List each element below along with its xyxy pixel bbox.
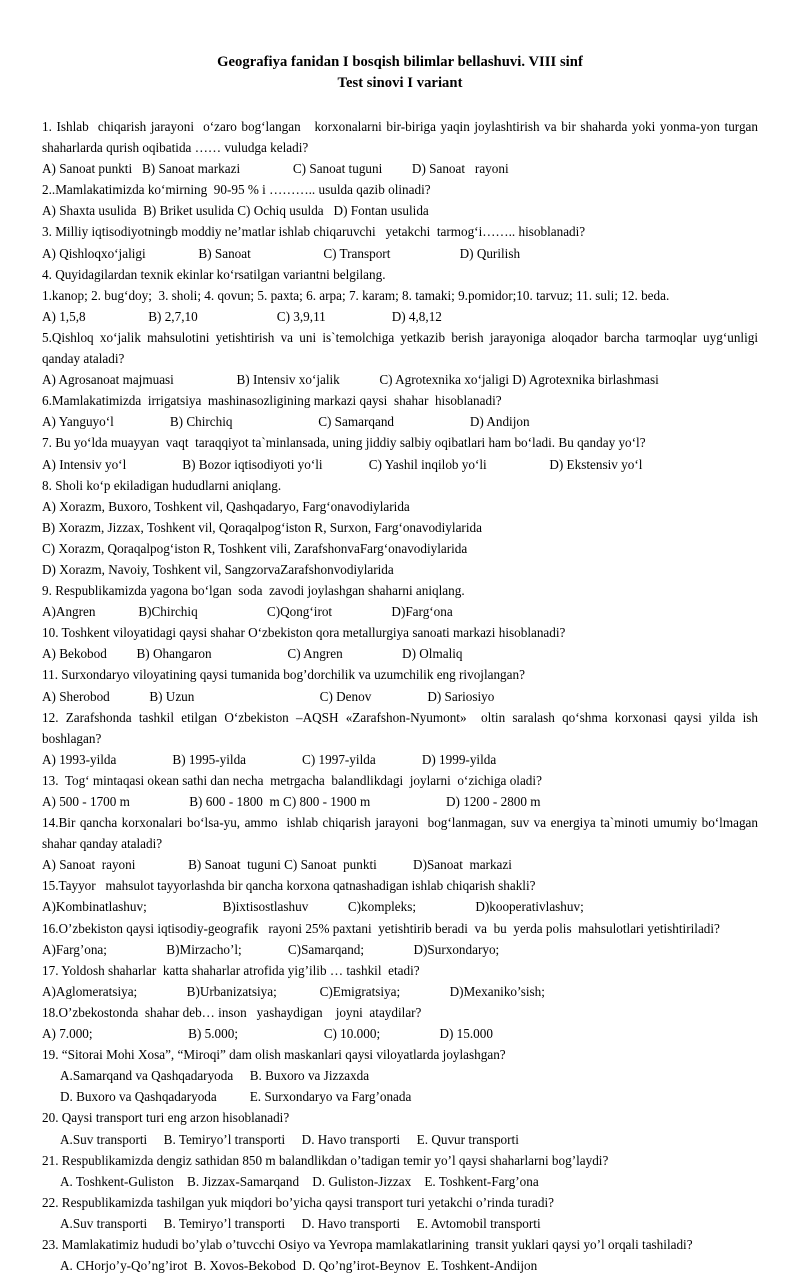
question-8-option-d: D) Xorazm, Navoiy, Toshkent vil, SangzorvaZarafshonvodiylarida [42, 561, 394, 577]
question-21-stem: 21. Respublikamizda dengiz sathidan 850 m balandlikdan o’tadigan temir yo’l qaysi shaharlarni bog’laydi? [42, 1152, 609, 1168]
question-14-stem: 14.Bir qancha korxonalari bo‘lsa-yu, ammo ishlab chiqarish jarayoni bog‘lanmagan, suv va energiya ta`minoti umumiy bo‘lmagan shahar qanday ataladi? [42, 815, 762, 852]
question-18-options: A) 7.000; B) 5.000; C) 10.000; D) 15.000 [42, 1026, 493, 1042]
question-16-stem: 16.O’zbekiston qaysi iqtisodiy-geografik rayoni 25% paxtani yetishtirib beradi va bu yerda polis mahsulotlari yetishtiriladi? [42, 920, 720, 936]
question-19-options-row-1: A.Samarqand va Qashqadaryoda B. Buxoro va Jizzaxda [60, 1068, 370, 1084]
question-4-stem: 4. Quyidagilardan texnik ekinlar ko‘rsatilgan variantni belgilang. [42, 266, 386, 282]
question-12-stem: 12. Zarafshonda tashkil etilgan O‘zbekiston –AQSH «Zarafshon-Nyumont» oltin saralash qo‘shma korxonasi qaysi yilda ish boshlagan? [42, 709, 762, 746]
question-5-stem: 5.Qishloq xo‘jalik mahsulotini yetishtirish va uni is`temolchiga yetkazib berish jarayoniga aloqador barcha tarmoqlar uyg‘unligi qanday ataladi? [42, 329, 762, 367]
question-14-options: A) Sanoat rayoni B) Sanoat tuguni C) Sanoat punkti D)Sanoat markazi [42, 857, 512, 873]
question-12-options: A) 1993-yilda B) 1995-yilda C) 1997-yilda D) 1999-yilda [42, 751, 497, 767]
title-line-1: Geografiya fanidan I bosqish bilimlar bellashuvi. VIII sinf [217, 54, 583, 70]
question-20-stem: 20. Qaysi transport turi eng arzon hisoblanadi? [42, 1110, 290, 1126]
question-3-options: A) Qishloqxo‘jaligi B) Sanoat C) Transport D) Qurilish [42, 245, 521, 261]
question-23-stem: 23. Mamlakatimiz hududi bo’ylab o’tuvcchi Osiyo va Yevropa mamlakatlarining transit yuklari qaysi yo’l orqali tashiladi? [42, 1236, 693, 1252]
question-1-stem: 1. Ishlab chiqarish jarayoni o‘zaro bog‘langan korxonalarni bir-biriga yaqin joylashtirish va bir shaharda yoki yonma-yon turgan shaharlarda qurish oqibatida …… vuludga keladi? [42, 119, 762, 156]
question-8-stem: 8. Sholi ko‘p ekiladigan hududlarni aniqlang. [42, 477, 282, 493]
question-22-options: A.Suv transporti B. Temiryo’l transporti D. Havo transporti E. Avtomobil transporti [60, 1215, 541, 1231]
question-5-options: A) Agrosanoat majmuasi B) Intensiv xo‘jalik C) Agrotexnika xo‘jaligi D) Agrotexnika birlashmasi [42, 372, 659, 388]
question-2-options: A) Shaxta usulida B) Briket usulida C) Ochiq usulda D) Fontan usulida [42, 203, 429, 219]
document-title [42, 52, 758, 94]
question-9-options: A)Angren B)Chirchiq C)Qong‘irot D)Farg‘ona [42, 604, 453, 620]
question-15-stem: 15.Tayyor mahsulot tayyorlashda bir qancha korxona qatnashadigan ishlab chiqarish shakli? [42, 878, 536, 894]
question-18-stem: 18.O’zbekostonda shahar deb… inson yashaydigan joyni ataydilar? [42, 1004, 422, 1020]
title-line-2: Test sinovi I variant [337, 75, 463, 91]
question-13-stem: 13. Tog‘ mintaqasi okean sathi dan necha metrgacha balandlikdagi joylarni o‘zichiga oladi? [42, 772, 542, 788]
question-1-options: A) Sanoat punkti B) Sanoat markazi C) Sanoat tuguni D) Sanoat rayoni [42, 161, 509, 177]
question-7-options: A) Intensiv yo‘l B) Bozor iqtisodiyoti yo‘li C) Yashil inqilob yo‘li D) Ekstensiv yo‘l [42, 456, 643, 472]
question-22-stem: 22. Respublikamizda tashilgan yuk miqdori bo’yicha qaysi transport turi yetakchi o’rinda turadi? [42, 1194, 554, 1210]
question-6-options: A) Yanguyo‘l B) Chirchiq C) Samarqand D) Andijon [42, 414, 530, 430]
question-11-options: A) Sherobod B) Uzun C) Denov D) Sariosiyo [42, 688, 495, 704]
question-8-option-b: B) Xorazm, Jizzax, Toshkent vil, Qoraqalpog‘iston R, Surxon, Farg‘onavodiylarida [42, 519, 482, 535]
question-23-options: A. CHorjo’y-Qo’ng’irot B. Xovos-Bekobod D. Qo’ng’irot-Beynov E. Toshkent-Andijon [60, 1258, 538, 1274]
question-7-stem: 7. Bu yo‘lda muayyan vaqt taraqqiyot ta`minlansada, uning jiddiy salbiy oqibatlari ham bo‘ladi. Bu qanday yo‘l? [42, 435, 646, 451]
question-9-stem: 9. Respublikamizda yagona bo‘lgan soda zavodi joylashgan shaharni aniqlang. [42, 583, 465, 599]
question-8-option-c: C) Xorazm, Qoraqalpog‘iston R, Toshkent vili, ZarafshonvaFarg‘onavodiylarida [42, 540, 468, 556]
question-16-options: A)Farg’ona; B)Mirzacho’l; C)Samarqand; D)Surxondaryo; [42, 941, 500, 957]
question-list [42, 116, 762, 1276]
question-19-stem: 19. “Sitorai Mohi Xosa”, “Miroqi” dam olish maskanlari qaysi viloyatlarda joylashgan? [42, 1047, 506, 1063]
question-10-stem: 10. Toshkent viloyatidagi qaysi shahar O‘zbekiston qora metallurgiya sanoati markazi hisoblanadi? [42, 625, 566, 641]
question-6-stem: 6.Mamlakatimizda irrigatsiya mashinasozligining markazi qaysi shahar hisoblanadi? [42, 393, 502, 409]
question-3-stem: 3. Milliy iqtisodiyotningb moddiy ne’matlar ishlab chiqaruvchi yetakchi tarmog‘i…….. hisoblanadi? [42, 224, 586, 240]
question-17-options: A)Aglomeratsiya; B)Urbanizatsiya; C)Emigratsiya; D)Mexaniko’sish; [42, 983, 545, 999]
question-4-list: 1.kanop; 2. bug‘doy; 3. sholi; 4. qovun; 5. paxta; 6. arpa; 7. karam; 8. tamaki; 9.pomidor;10. tarvuz; 11. suli; 12. beda. [42, 287, 670, 303]
question-10-options: A) Bekobod B) Ohangaron C) Angren D) Olmaliq [42, 646, 463, 662]
question-4-options: A) 1,5,8 B) 2,7,10 C) 3,9,11 D) 4,8,12 [42, 308, 442, 324]
question-20-options: A.Suv transporti B. Temiryo’l transporti D. Havo transporti E. Quvur transporti [60, 1131, 519, 1147]
question-17-stem: 17. Yoldosh shaharlar katta shaharlar atrofida yig’ilib … tashkil etadi? [42, 962, 420, 978]
question-15-options: A)Kombinatlashuv; B)ixtisostlashuv C)kompleks; D)kooperativlashuv; [42, 899, 584, 915]
question-13-options: A) 500 - 1700 m B) 600 - 1800 m C) 800 - 1900 m D) 1200 - 2800 m [42, 794, 541, 809]
question-21-options: A. Toshkent-Guliston B. Jizzax-Samarqand D. Guliston-Jizzax E. Toshkent-Farg’ona [60, 1173, 539, 1189]
question-8-option-a: A) Xorazm, Buxoro, Toshkent vil, Qashqadaryo, Farg‘onavodiylarida [42, 498, 410, 514]
question-19-options-row-2: D. Buxoro va Qashqadaryoda E. Surxondaryo va Farg’onada [60, 1089, 412, 1105]
question-2-stem: 2..Mamlakatimizda ko‘mirning 90-95 % i ……….. usulda qazib olinadi? [42, 182, 431, 198]
question-11-stem: 11. Surxondaryo viloyatining qaysi tumanida bog’dorchilik va uzumchilik eng rivojlangan? [42, 667, 525, 683]
